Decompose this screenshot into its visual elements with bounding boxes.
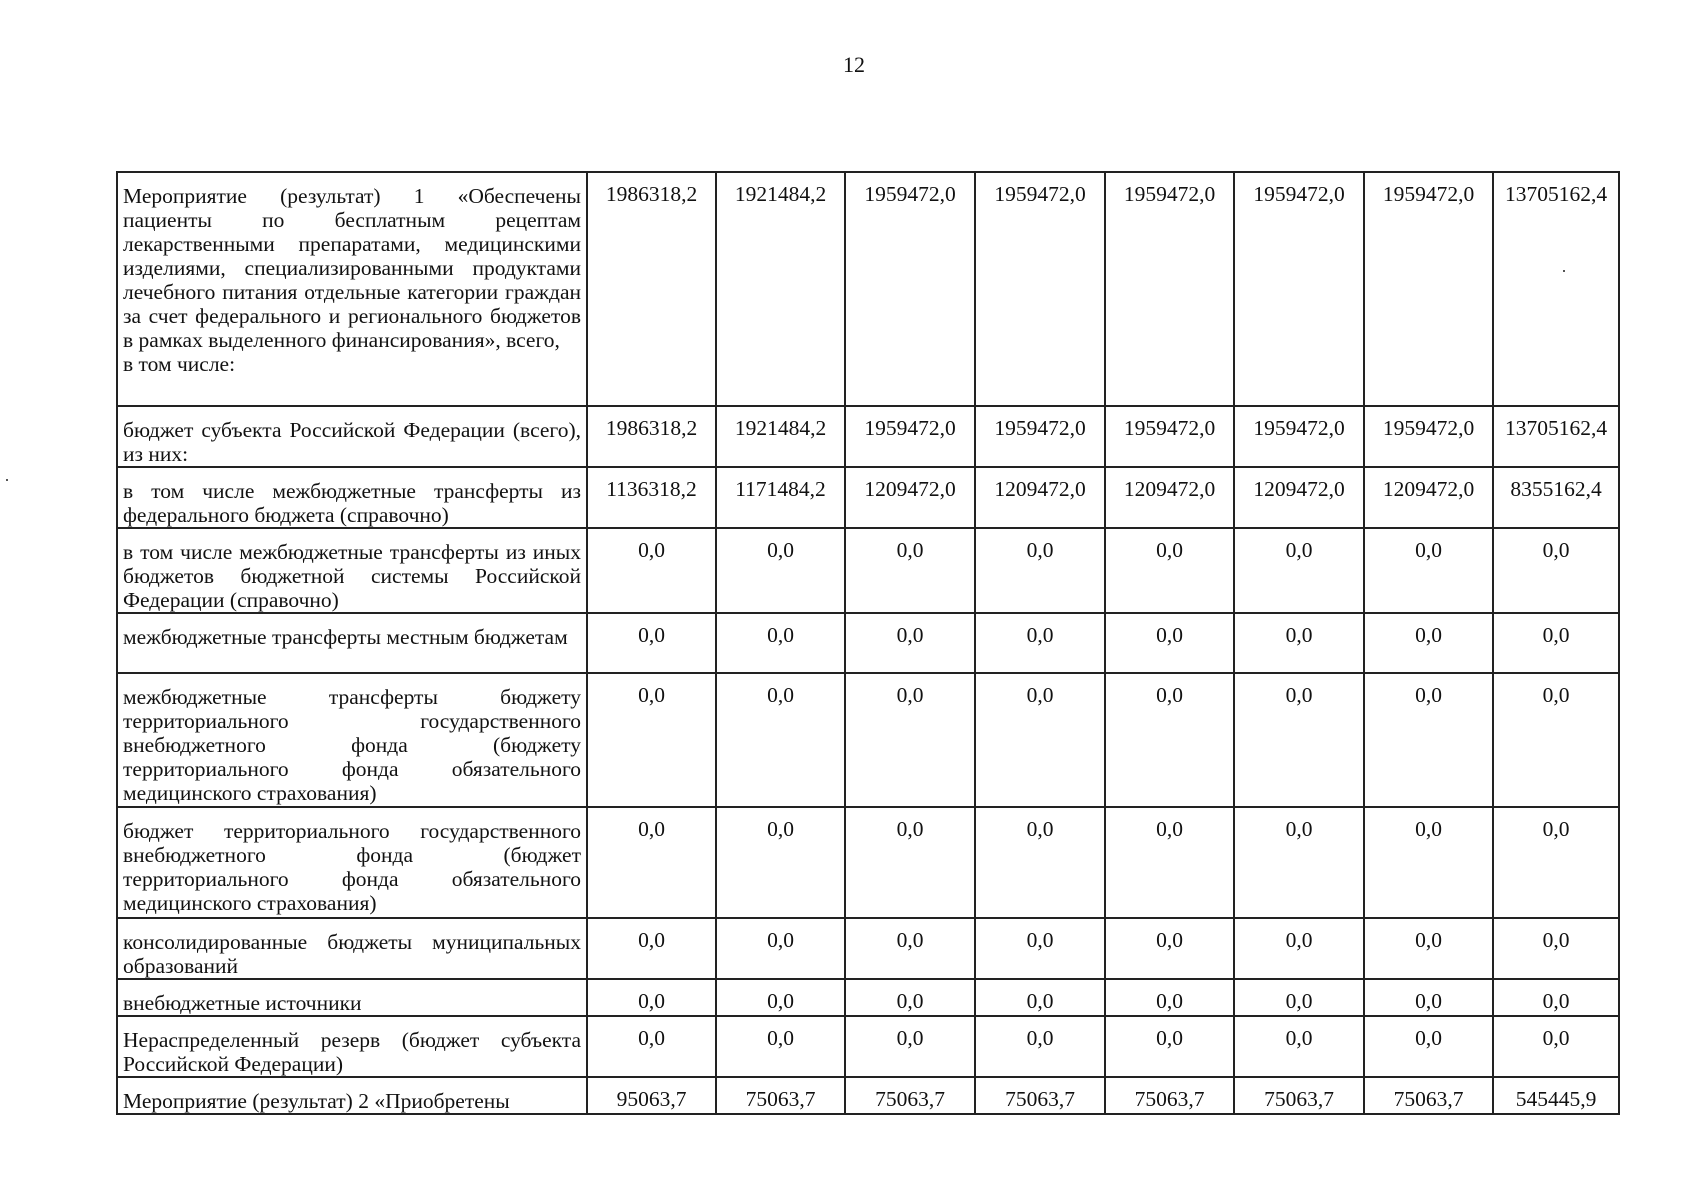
total-value-cell: 0,0 [1493,1016,1619,1077]
year-value-cell: 0,0 [587,807,716,918]
total-value-cell: 0,0 [1493,528,1619,613]
row-label: межбюджетные трансферты бюджету территориального государственного внебюджетного фонда (бюджету территориального фонда обязательного медицинского страхования) [123,685,581,805]
year-value-cell: 1921484,2 [716,172,845,406]
year-value-cell: 0,0 [1105,673,1234,807]
total-value-cell: 545445,9 [1493,1077,1619,1114]
year-value-cell: 1209472,0 [1105,467,1234,528]
row-label-cell [117,979,587,1016]
year-value-cell: 75063,7 [1105,1077,1234,1114]
year-value-cell: 1959472,0 [1364,406,1493,467]
year-value-cell: 75063,7 [1234,1077,1364,1114]
row-label-cell [117,918,587,979]
total-value-cell: 0,0 [1493,613,1619,673]
year-value-cell: 0,0 [975,979,1105,1016]
year-value-cell: 0,0 [587,918,716,979]
table-row [117,979,1619,1016]
financing-table [116,171,1620,1115]
year-value-cell: 0,0 [1234,1016,1364,1077]
row-label: в том числе межбюджетные трансферты из иных бюджетов бюджетной системы Российской Федерации (справочно) [123,540,581,612]
year-value-cell: 1209472,0 [1234,467,1364,528]
year-value-cell: 0,0 [716,673,845,807]
year-value-cell: 0,0 [1105,979,1234,1016]
table-row [117,807,1619,918]
table-row [117,528,1619,613]
year-value-cell: 0,0 [845,979,975,1016]
year-value-cell: 0,0 [716,613,845,673]
year-value-cell: 1959472,0 [1105,172,1234,406]
year-value-cell: 0,0 [845,528,975,613]
total-value-cell: 8355162,4 [1493,467,1619,528]
table-row [117,172,1619,406]
year-value-cell: 0,0 [587,673,716,807]
row-label: межбюджетные трансферты местным бюджетам [123,625,568,649]
year-value-cell: 1959472,0 [975,406,1105,467]
table-body [117,172,1619,1114]
year-value-cell: 0,0 [1105,528,1234,613]
year-value-cell: 1959472,0 [975,172,1105,406]
year-value-cell: 0,0 [716,918,845,979]
year-value-cell: 0,0 [975,807,1105,918]
year-value-cell: 0,0 [587,528,716,613]
year-value-cell: 1959472,0 [1234,172,1364,406]
year-value-cell: 0,0 [1234,918,1364,979]
row-label-cell [117,613,587,673]
year-value-cell: 0,0 [1234,528,1364,613]
year-value-cell: 1959472,0 [845,172,975,406]
row-label-cell [117,1077,587,1114]
year-value-cell: 1921484,2 [716,406,845,467]
table-row [117,1016,1619,1077]
year-value-cell: 75063,7 [975,1077,1105,1114]
year-value-cell: 0,0 [587,613,716,673]
total-value-cell: 0,0 [1493,673,1619,807]
row-label: Мероприятие (результат) 2 «Приобретены [123,1089,510,1113]
year-value-cell: 0,0 [1234,673,1364,807]
row-label: бюджет территориального государственного внебюджетного фонда (бюджет территориального фонда обязательного медицинского страхования) [123,819,581,915]
scan-speck [1563,270,1565,272]
row-label: бюджет субъекта Российской Федерации (всего), из них: [123,418,581,466]
year-value-cell: 0,0 [587,979,716,1016]
year-value-cell: 0,0 [1364,1016,1493,1077]
row-label-cell [117,1016,587,1077]
year-value-cell: 0,0 [587,1016,716,1077]
year-value-cell: 0,0 [845,807,975,918]
year-value-cell: 0,0 [1105,1016,1234,1077]
row-label-cell [117,406,587,467]
year-value-cell: 0,0 [975,918,1105,979]
year-value-cell: 0,0 [975,613,1105,673]
year-value-cell: 95063,7 [587,1077,716,1114]
year-value-cell: 0,0 [716,528,845,613]
year-value-cell: 0,0 [1364,613,1493,673]
year-value-cell: 0,0 [1234,613,1364,673]
page-number: 12 [843,52,865,77]
year-value-cell: 0,0 [1234,807,1364,918]
year-value-cell: 1959472,0 [845,406,975,467]
table-row [117,406,1619,467]
table-row [117,613,1619,673]
year-value-cell: 1209472,0 [1364,467,1493,528]
scan-speck [6,479,8,481]
year-value-cell: 0,0 [1234,979,1364,1016]
year-value-cell: 0,0 [1364,918,1493,979]
year-value-cell: 0,0 [845,1016,975,1077]
year-value-cell: 1171484,2 [716,467,845,528]
year-value-cell: 0,0 [845,613,975,673]
table-row [117,1077,1619,1114]
year-value-cell: 75063,7 [845,1077,975,1114]
row-label-cell [117,172,587,406]
table-row [117,467,1619,528]
year-value-cell: 75063,7 [716,1077,845,1114]
year-value-cell: 1209472,0 [845,467,975,528]
row-label: консолидированные бюджеты муниципальных образований [123,930,581,978]
row-sublabel: в том числе: [123,352,236,376]
year-value-cell: 1959472,0 [1234,406,1364,467]
year-value-cell: 1959472,0 [1364,172,1493,406]
year-value-cell: 0,0 [845,673,975,807]
year-value-cell: 1986318,2 [587,172,716,406]
total-value-cell: 0,0 [1493,979,1619,1016]
total-value-cell: 0,0 [1493,918,1619,979]
year-value-cell: 0,0 [716,1016,845,1077]
row-label: в том числе межбюджетные трансферты из федерального бюджета (справочно) [123,479,581,527]
year-value-cell: 1209472,0 [975,467,1105,528]
year-value-cell: 0,0 [845,918,975,979]
year-value-cell: 75063,7 [1364,1077,1493,1114]
year-value-cell: 0,0 [716,807,845,918]
year-value-cell: 0,0 [975,673,1105,807]
year-value-cell: 0,0 [1105,918,1234,979]
row-label: внебюджетные источники [123,991,362,1015]
table-row [117,673,1619,807]
year-value-cell: 0,0 [975,528,1105,613]
year-value-cell: 0,0 [1364,979,1493,1016]
total-value-cell: 13705162,4 [1493,172,1619,406]
year-value-cell: 0,0 [1364,807,1493,918]
year-value-cell: 1959472,0 [1105,406,1234,467]
row-label: Нераспределенный резерв (бюджет субъекта Российской Федерации) [123,1028,581,1076]
year-value-cell: 0,0 [975,1016,1105,1077]
year-value-cell: 0,0 [716,979,845,1016]
year-value-cell: 0,0 [1364,528,1493,613]
row-label-cell [117,528,587,613]
total-value-cell: 13705162,4 [1493,406,1619,467]
table-row [117,918,1619,979]
row-label-cell [117,807,587,918]
row-label: Мероприятие (результат) 1 «Обеспечены пациенты по бесплатным рецептам лекарственными препаратами, медицинскими изделиями, специализированными продуктами лечебного питания отдельные категории граждан за счет федерального и регионального бюджетов в рамках выделенного финансирования», всего, [123,184,581,352]
year-value-cell: 1136318,2 [587,467,716,528]
row-label-cell [117,467,587,528]
row-label-cell [117,673,587,807]
year-value-cell: 0,0 [1105,807,1234,918]
total-value-cell: 0,0 [1493,807,1619,918]
year-value-cell: 0,0 [1364,673,1493,807]
year-value-cell: 0,0 [1105,613,1234,673]
year-value-cell: 1986318,2 [587,406,716,467]
